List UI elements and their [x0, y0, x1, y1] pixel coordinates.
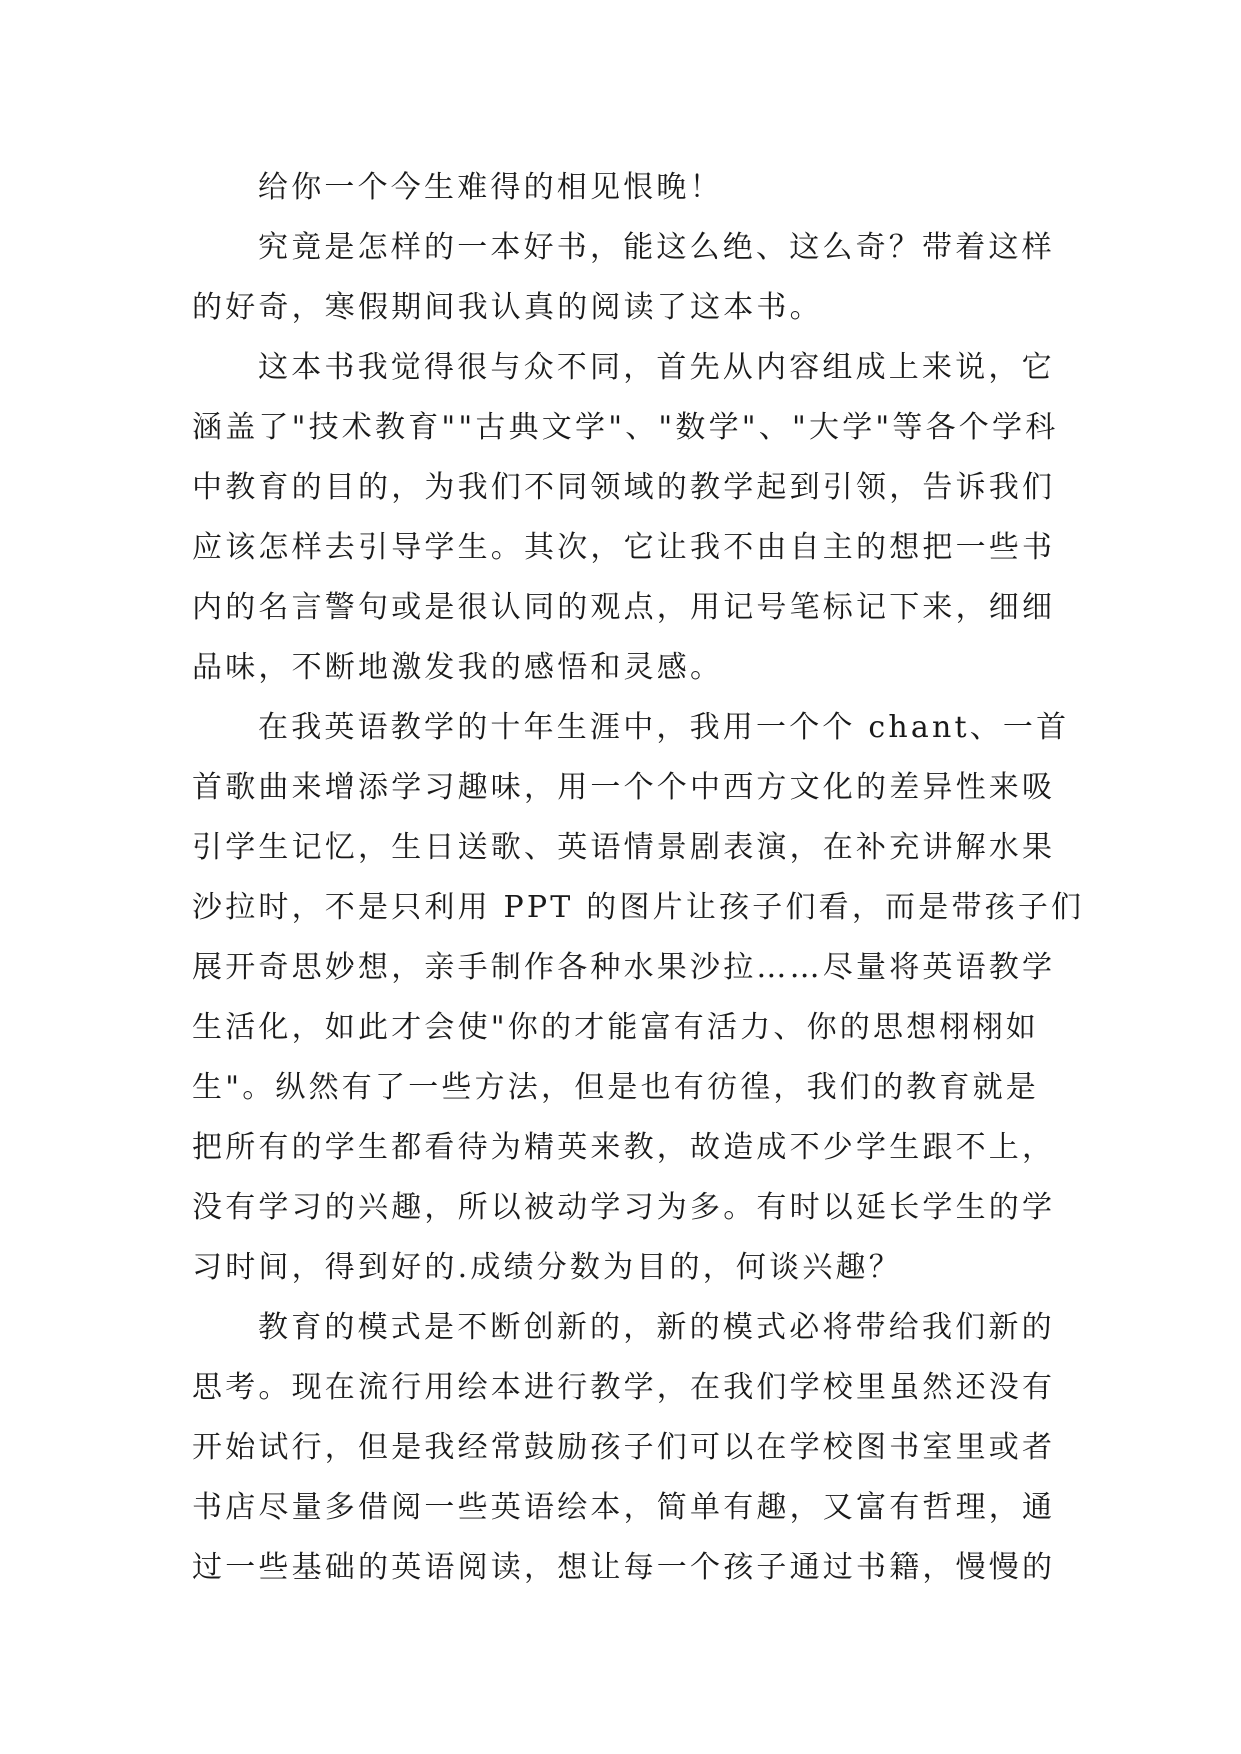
text-line: 内的名言警句或是很认同的观点，用记号笔标记下来，细细 [192, 590, 1056, 625]
text-line: 品味，不断地激发我的感悟和灵感。 [192, 650, 724, 685]
text-line: 没有学习的兴趣，所以被动学习为多。有时以延长学生的学 [192, 1190, 1056, 1225]
text-line: 涵盖了"技术教育""古典文学"、"数学"、"大学"等各个学科 [192, 410, 1059, 445]
paragraph-3 [192, 338, 1059, 698]
text-line: 思考。现在流行用绘本进行教学，在我们学校里虽然还没有 [192, 1370, 1056, 1405]
text-line: 的好奇，寒假期间我认真的阅读了这本书。 [192, 290, 823, 325]
text-line: 究竟是怎样的一本好书，能这么绝、这么奇？带着这样 [258, 230, 1055, 265]
text-line: 中教育的目的，为我们不同领域的教学起到引领，告诉我们 [192, 470, 1056, 505]
paragraph-1 [192, 158, 1054, 218]
text-line: 习时间，得到好的.成绩分数为目的，何谈兴趣？ [192, 1250, 902, 1285]
text-line: 这本书我觉得很与众不同，首先从内容组成上来说，它 [258, 350, 1055, 385]
paragraph-2 [192, 218, 1054, 338]
text-line: 教育的模式是不断创新的，新的模式必将带给我们新的 [258, 1310, 1055, 1345]
text-line: 生活化，如此才会使"你的才能富有活力、你的思想栩栩如 [192, 1010, 1039, 1045]
document-body [192, 158, 1085, 1598]
text-line: 沙拉时，不是只利用 PPT 的图片让孩子们看，而是带孩子们 [192, 890, 1085, 925]
text-line: 书店尽量多借阅一些英语绘本，简单有趣，又富有哲理，通 [192, 1490, 1056, 1525]
text-line: 首歌曲来增添学习趣味，用一个个中西方文化的差异性来吸 [192, 770, 1056, 805]
text-line: 应该怎样去引导学生。其次，它让我不由自主的想把一些书 [192, 530, 1056, 565]
text-line: 在我英语教学的十年生涯中，我用一个个 chant、一首 [258, 710, 1070, 745]
text-line: 开始试行，但是我经常鼓励孩子们可以在学校图书室里或者 [192, 1430, 1056, 1465]
text-line: 给你一个今生难得的相见恨晚！ [258, 170, 723, 205]
paragraph-5 [192, 1298, 1054, 1598]
text-line: 引学生记忆，生日送歌、英语情景剧表演，在补充讲解水果 [192, 830, 1056, 865]
text-line: 过一些基础的英语阅读，想让每一个孩子通过书籍，慢慢的 [192, 1550, 1056, 1585]
text-line: 把所有的学生都看待为精英来教，故造成不少学生跟不上， [192, 1130, 1056, 1165]
text-line: 生"。纵然有了一些方法，但是也有彷徨，我们的教育就是 [192, 1070, 1039, 1105]
text-line: 展开奇思妙想，亲手制作各种水果沙拉……尽量将英语教学 [192, 950, 1056, 985]
paragraph-4 [192, 698, 1085, 1298]
